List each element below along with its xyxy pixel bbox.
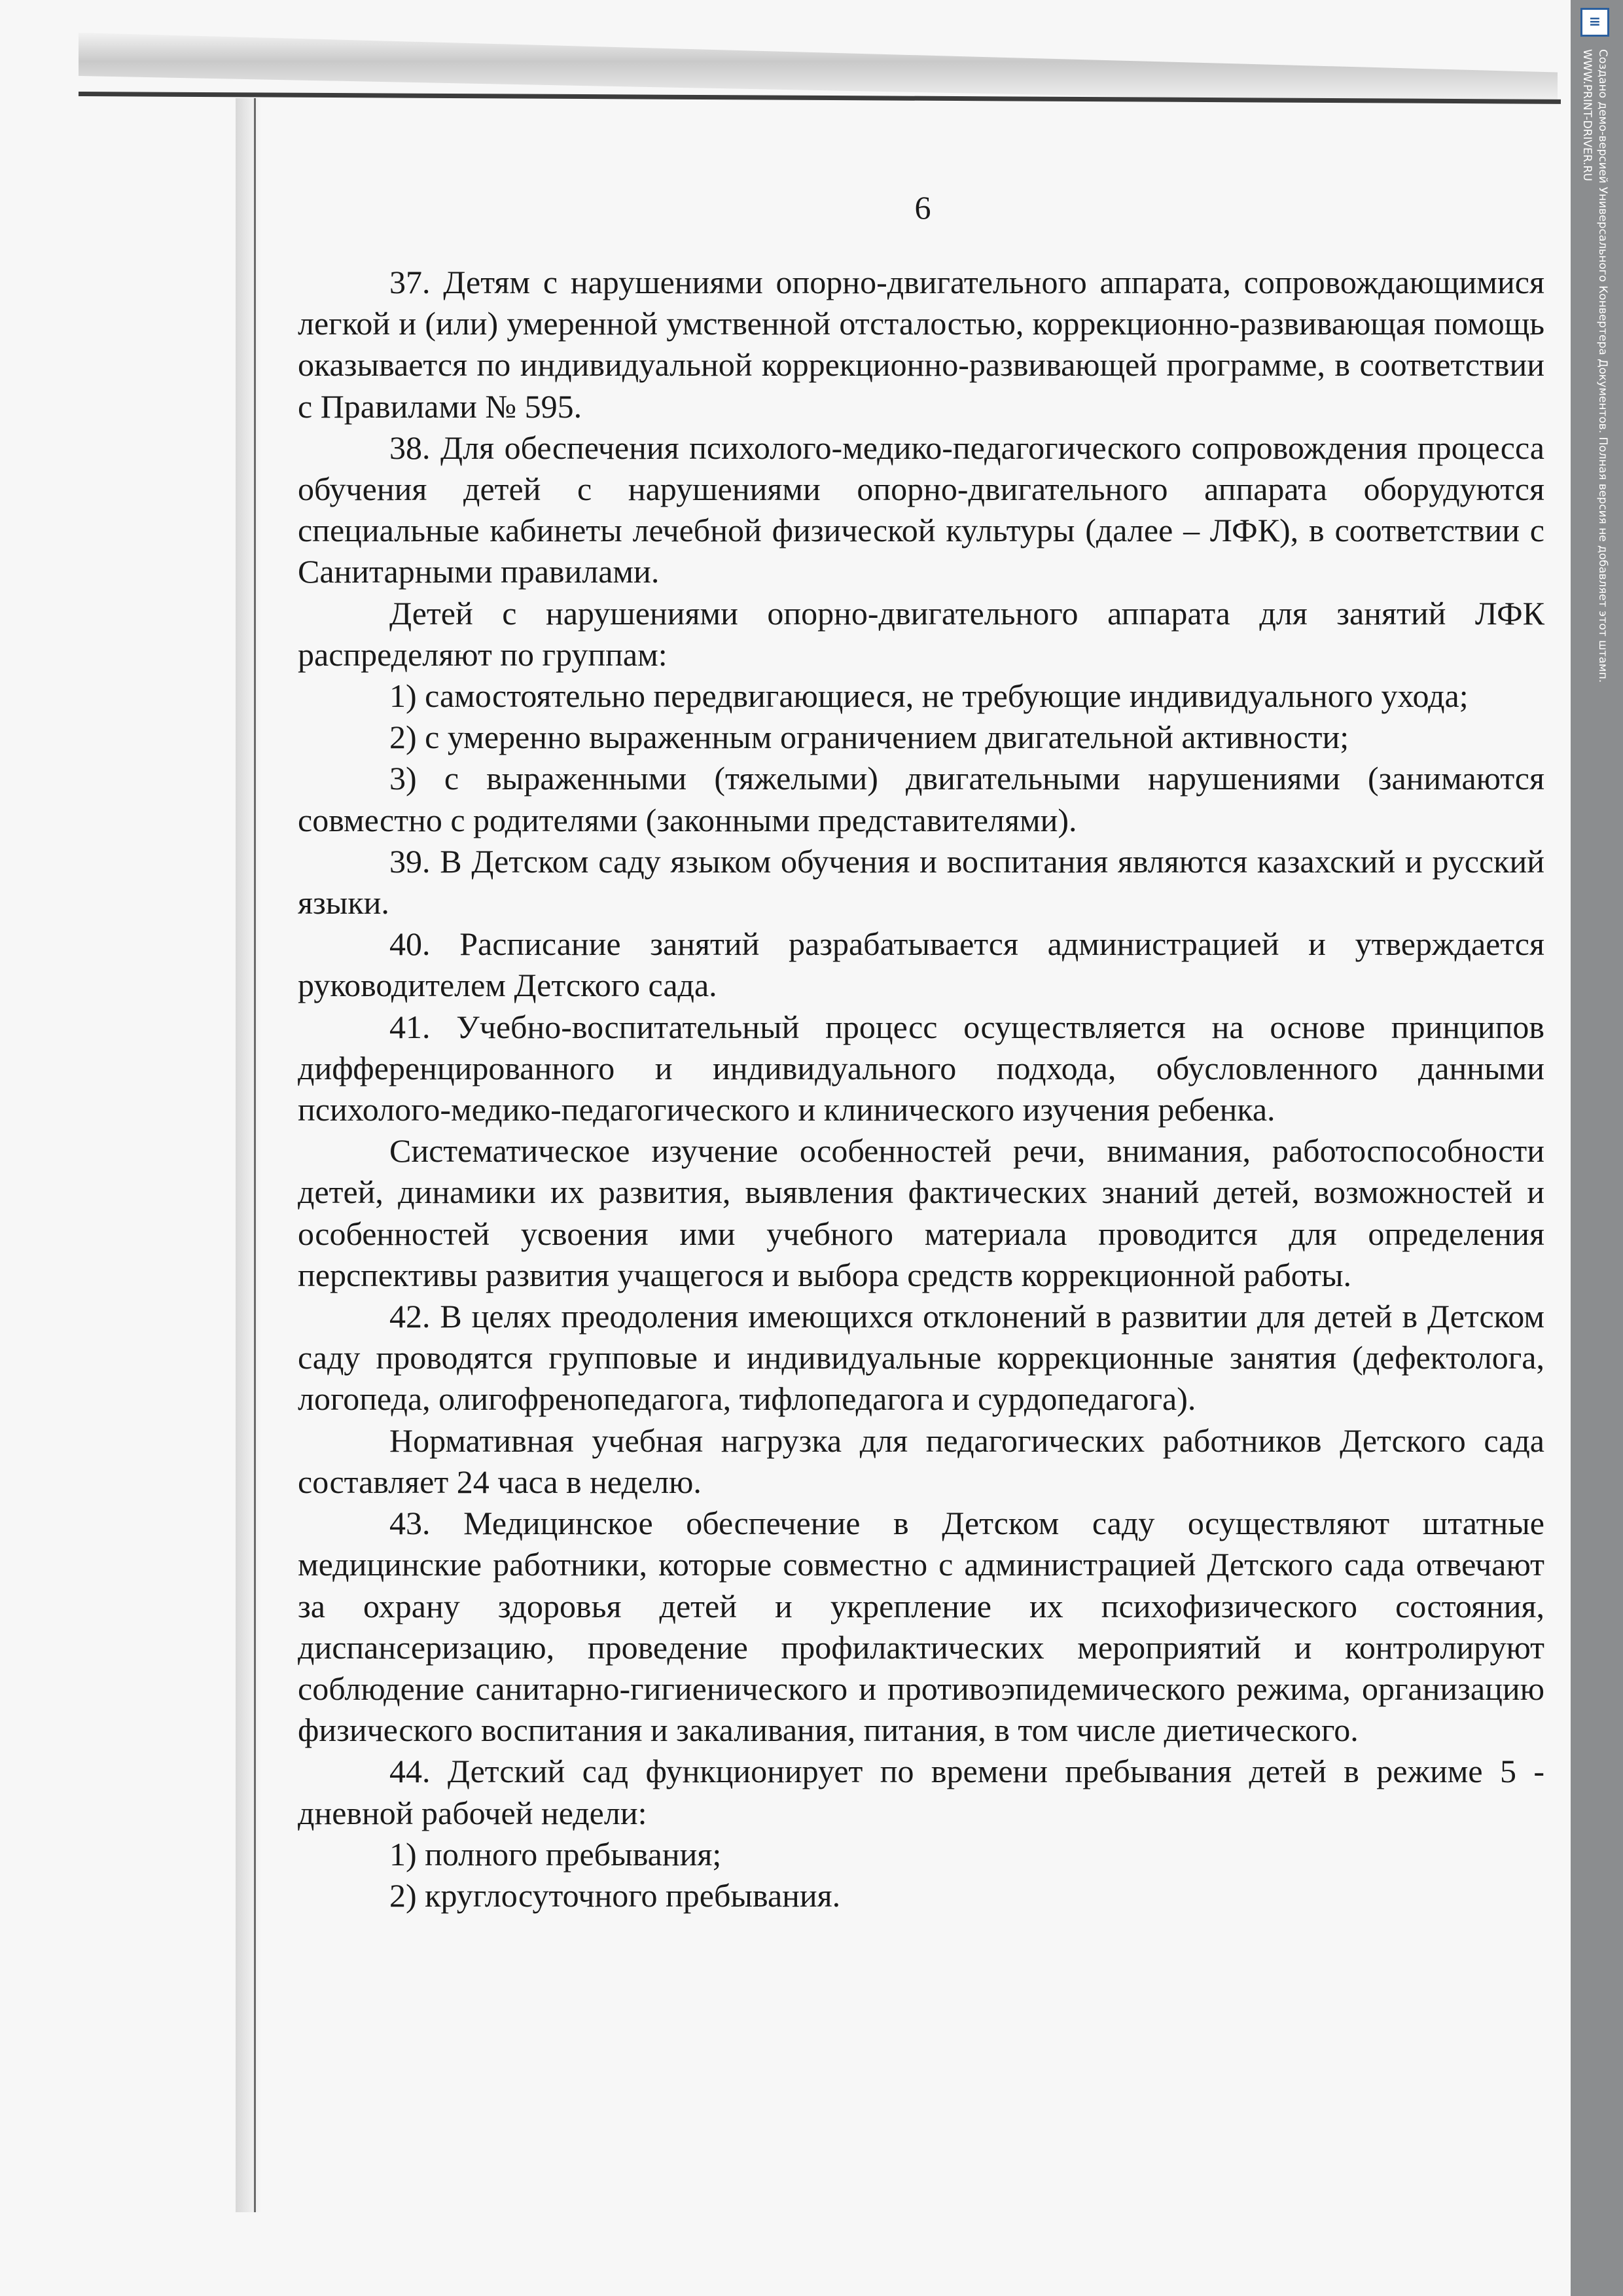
paragraph-44: 44. Детский сад функционирует по времени пребывания детей в режиме 5 - дневной рабочей недели: bbox=[298, 1753, 1544, 1831]
binding-line bbox=[254, 98, 256, 2212]
paragraph-40: 40. Расписание занятий разрабатывается администрацией и утверждается руководителем Детского сада. bbox=[298, 925, 1544, 1004]
paragraph-38: 38. Для обеспечения психолого-медико-педагогического сопровождения процесса обучения детей с нарушениями опорно-двигательного аппарата оборудуются специальные кабинеты лечебной физической культуры (далее – ЛФК), в соответствии с Санитарными правилами. bbox=[298, 429, 1544, 590]
converter-stamp-text bbox=[1579, 49, 1611, 683]
list-item-round-the-clock: 2) круглосуточного пребывания. bbox=[389, 1876, 841, 1914]
list-item-group-1: 1) самостоятельно передвигающиеся, не требующие индивидуального ухода; bbox=[389, 677, 1469, 715]
stamp-line-notice: Создано демо-версией Универсального Конвертера Документов. Полная версия не добавляет этот штамп. bbox=[1596, 49, 1609, 683]
list-item-group-3: 3) с выраженными (тяжелыми) двигательными нарушениями (занимаются совместно с родителями (законными представителями). bbox=[298, 760, 1544, 838]
document-body bbox=[298, 262, 1544, 1916]
paragraph-42-workload: Нормативная учебная нагрузка для педагогических работников Детского сада составляет 24 часа в неделю. bbox=[298, 1422, 1544, 1500]
document-converter-logo-icon: ≡ bbox=[1580, 8, 1609, 37]
binding-shadow bbox=[236, 98, 262, 2212]
paragraph-39: 39. В Детском саду языком обучения и воспитания являются казахский и русский языки. bbox=[298, 842, 1544, 922]
paragraph-37: 37. Детям с нарушениями опорно-двигательного аппарата, сопровождающимися легкой и (или) умеренной умственной отсталостью, коррекционно-развивающая помощь оказывается по индивидуальной коррекционно-развивающей программе, в соответствии с Правилами № 595. bbox=[298, 264, 1544, 425]
stamp-line-url: WWW.PRINT-DRIVER.RU bbox=[1580, 49, 1594, 181]
list-item-group-2: 2) с умеренно выраженным ограничением двигательной активности; bbox=[389, 719, 1349, 756]
list-item-full-stay: 1) полного пребывания; bbox=[389, 1835, 722, 1873]
paragraph-41-systematic-study: Систематическое изучение особенностей речи, внимания, работоспособности детей, динамики их развития, выявления фактических знаний детей, возможностей и особенностей усвоения ими учебного материала проводится для определения перспективы развития учащегося и выбора средств коррекционной работы. bbox=[298, 1132, 1544, 1293]
paragraph-38-groups-intro: Детей с нарушениями опорно-двигательного аппарата для занятий ЛФК распределяют по группам: bbox=[298, 594, 1544, 673]
paragraph-42: 42. В целях преодоления имеющихся отклонений в развитии для детей в Детском саду проводятся групповые и индивидуальные коррекционные занятия (дефектолога, логопеда, олигофренопедагога, тифлопедагога и сурдопедагога). bbox=[298, 1298, 1544, 1418]
paragraph-41: 41. Учебно-воспитательный процесс осуществляется на основе принципов дифференцированного и индивидуального подхода, обусловленного данными психолого-медико-педагогического и клинического изучения ребенка. bbox=[298, 1008, 1544, 1128]
paragraph-43: 43. Медицинское обеспечение в Детском саду осуществляют штатные медицинские работники, которые совместно с администрацией Детского сада отвечают за охрану здоровья детей и укрепление их психофизического состояния, диспансеризацию, проведение профилактических мероприятий и контролируют соблюдение санитарно-гигиенического и противоэпидемического режима, организацию физического воспитания и закаливания, питания, в том числе диетического. bbox=[298, 1505, 1544, 1749]
page-number: 6 bbox=[914, 189, 931, 226]
